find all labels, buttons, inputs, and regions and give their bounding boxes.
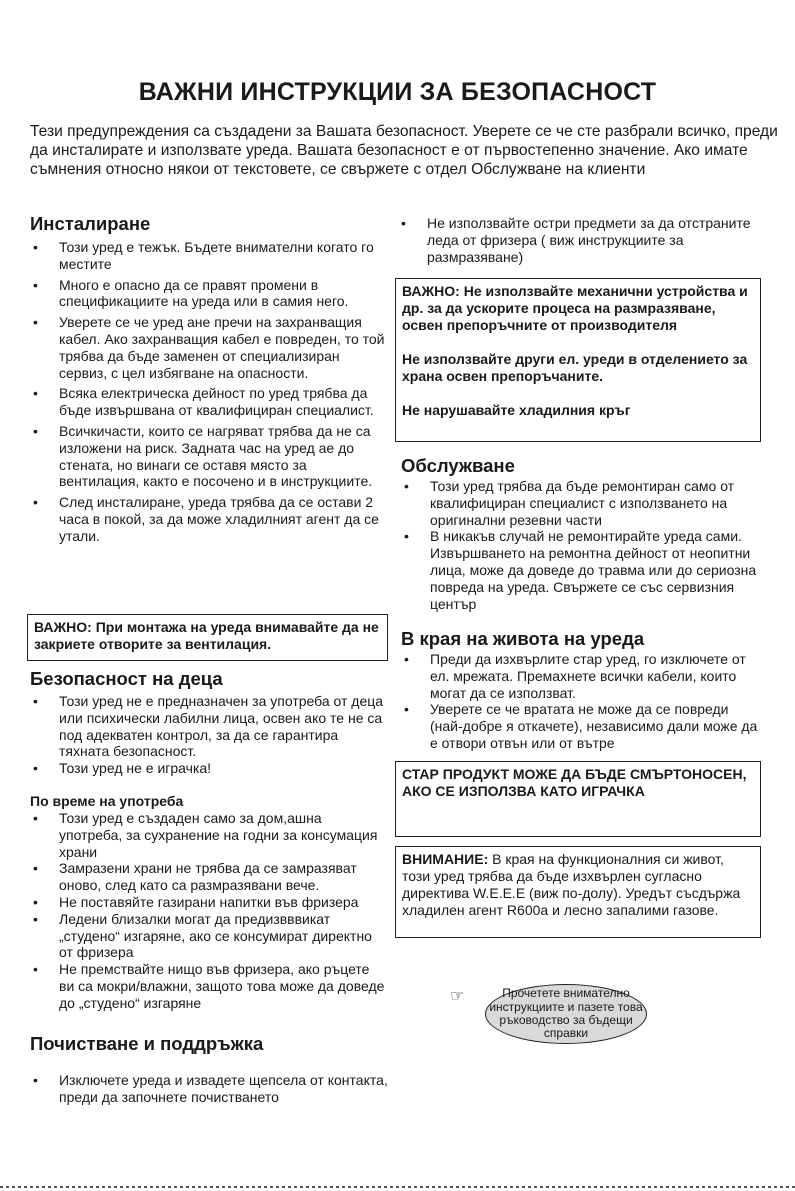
ventilation-warning-box: ВАЖНО: При монтажа на уреда внимавайте да не закриете отворите за вентилация. xyxy=(27,614,388,661)
during-use-section xyxy=(30,793,388,1012)
list-item: • Преди да изхвърлите стар уред, го изключете от ел. мрежата. Премахнете всички кабели, които могат да се използват. xyxy=(401,651,761,701)
pointing-hand-icon: ☞ xyxy=(450,988,465,1005)
list-item: • Не премствайте нищо във фризера, ако ръцете ви са мокри/влажни, защото това може да доведе до „студено“ изгаряне xyxy=(30,961,388,1011)
bottom-divider xyxy=(0,1186,795,1188)
attention-box xyxy=(395,846,761,938)
list-item: • Не използвайте остри предмети за да отстраните леда от фризера ( виж инструкциите за размразяване) xyxy=(398,215,758,265)
installation-heading: Инсталиране xyxy=(30,213,151,234)
list-item: • Изключете уреда и извадете щепсела от контакта, преди да започнете почистването xyxy=(30,1072,388,1106)
cleaning-list xyxy=(30,1072,388,1106)
old-product-warning-box: СТАР ПРОДУКТ МОЖЕ ДА БЪДЕ СМЪРТОНОСЕН, АКО СЕ ИЗПОЛЗВА КАТО ИГРАЧКА xyxy=(395,761,761,837)
defrost-note-section xyxy=(398,215,758,269)
service-list xyxy=(401,478,761,612)
cleaning-section xyxy=(30,1033,388,1110)
during-use-list xyxy=(30,810,388,1012)
list-item: • Замразени храни не трябва да се замразяват оново, след като са размразявани вече. xyxy=(30,860,388,894)
cleaning-heading: Почистване и поддръжка xyxy=(30,1033,264,1054)
defrost-list xyxy=(398,215,758,265)
list-item: • Този уред не е предназначен за употреба от деца или психически лабилни лица, освен ако те не са под адекватен контрол, за да се гарантира тяхната безопасност. xyxy=(30,693,388,760)
list-item: • Всяка електрическа дейност по уред трябва да бъде извършвана от квалифициран специалист. xyxy=(30,385,388,419)
installation-list xyxy=(30,239,388,545)
list-item: • Ледени близалки могат да предизвввикат „студено“ изгаряне, ако се консумират директно от фризера xyxy=(30,911,388,961)
list-item: • В никакъв случай не ремонтирайте уреда сами. Извършването на ремонтна дейност от неопитни лица, може да доведе до травма или до сериозна повреда на уреда. Свържете се със сервизния център xyxy=(401,528,761,612)
attention-text: В края на функционалния си живот, този уред трябва да бъде изхвърлен сугласно директива W.E.E.E (виж по-долу). Уредът съсдържа хладилен агент R600a и лесно запалими газове. xyxy=(402,851,741,918)
list-item: • Уверете се че уред ане пречи на захранващия кабел. Ако захранващия кабел е повреден, то той трябва да бъде заменен от специализиран сервиз, с цел избягване на опасности. xyxy=(30,314,388,381)
end-of-life-heading: В края на живота на уреда xyxy=(401,628,645,649)
list-item: • След инсталиране, уреда трябва да се остави 2 часа в покой, за да може хладилният агент да се утали. xyxy=(30,494,388,544)
list-item: • Много е опасно да се правят промени в спецификациите на уреда или в самия него. xyxy=(30,277,388,311)
note-oval: Прочетете внимателно инструкциите и пазете това ръководство за бъдещи справки xyxy=(485,984,647,1044)
child-safety-section xyxy=(30,668,388,777)
important-defrost-box: ВАЖНО: Не използвайте механични устройства и др. за да ускорите процеса на размразяване, освен препоръчните от производителя Не използвайте други ел. уреди в отделението за храна освен препоръчаните. Не нарушавайте хладилния кръг xyxy=(395,278,761,442)
end-of-life-list xyxy=(401,651,761,752)
installation-section xyxy=(30,213,388,549)
list-item: • Този уред е създаден само за дом,ашна употреба, за сухранение на годни за консумация храни xyxy=(30,810,388,860)
service-heading: Обслужване xyxy=(401,455,515,476)
list-item: • Уверете се че вратата не може да се повреди (най-добре я откачете), независимо дали може да е отвори отвън или от вътре xyxy=(401,701,761,751)
list-item: • Всичкичасти, които се нагряват трябва да не са изложени на риск. Задната час на уред ае до стената, но винаги се оставя място за вентилация, както е посочено и в инструкциите. xyxy=(30,423,388,490)
child-safety-list xyxy=(30,693,388,777)
list-item: • Този уред е тежък. Бъдете внимателни когато го местите xyxy=(30,239,388,273)
child-safety-heading: Безопасност на деца xyxy=(30,668,223,689)
page-title: ВАЖНИ ИНСТРУКЦИИ ЗА БЕЗОПАСНОСТ xyxy=(138,78,657,106)
attention-label: ВНИМАНИЕ: xyxy=(402,851,489,867)
service-section xyxy=(401,455,761,612)
list-item: • Не поставяйте газирани напитки във фризера xyxy=(30,894,388,911)
list-item: • Този уред трябва да бъде ремонтиран само от квалифициран специалист с използването на оригинални резевни части xyxy=(401,478,761,528)
intro-paragraph: Тези предупреждения са създадени за Вашата безопасност. Уверете се че сте разбрали всичко, преди да инсталирате и използвате уреда. Вашата безопасност е от първостепенно значение. Ако имате съмнения относно някои от текстовете, се свържете с отдел Обслужване на клиенти xyxy=(30,123,778,178)
during-use-heading: По време на употреба xyxy=(30,793,184,809)
end-of-life-section xyxy=(401,628,761,752)
list-item: • Този уред не е играчка! xyxy=(30,760,388,777)
